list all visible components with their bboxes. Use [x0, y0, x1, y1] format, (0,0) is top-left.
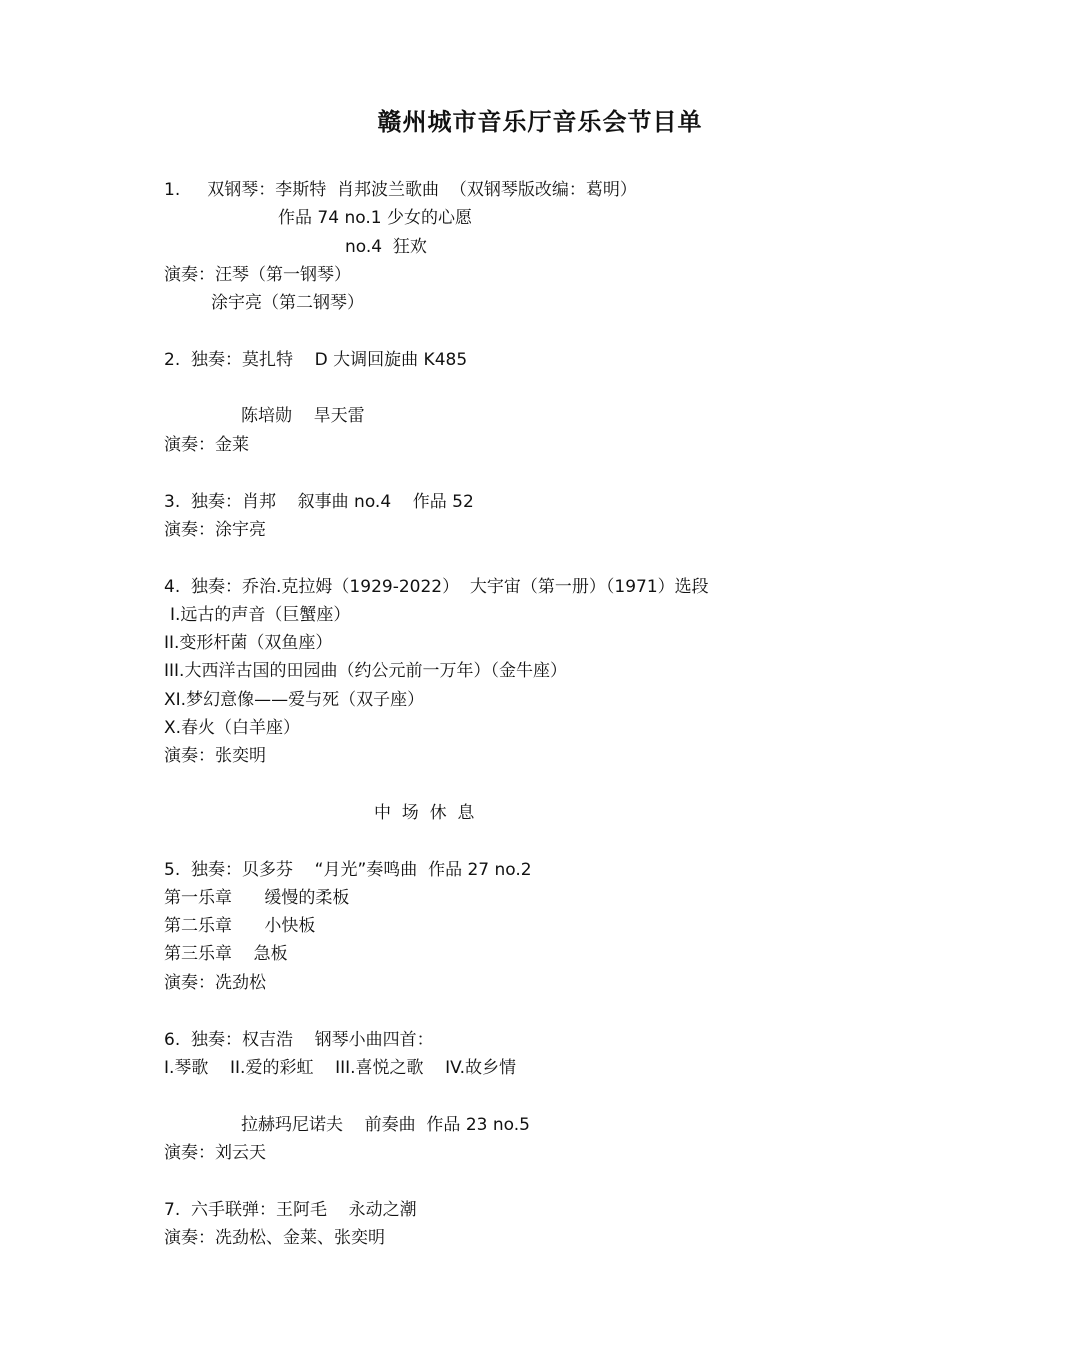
item-1-work-line: 作品 74 no.1 少女的心愿	[278, 208, 472, 228]
item-4-header: 4. 独奏：乔治.克拉姆（1929-2022） 大宇宙（第一册）（1971）选段	[164, 577, 709, 597]
item-4-movement: II.变形杆菌（双鱼座）	[164, 633, 333, 653]
item-6-work-line: 拉赫玛尼诺夫 前奏曲 作品 23 no.5	[241, 1115, 530, 1135]
item-6-header: 6. 独奏：权吉浩 钢琴小曲四首：	[164, 1030, 434, 1050]
item-3-performer: 演奏：涂宇亮	[164, 520, 266, 540]
intermission-heading: 中 场 休 息	[374, 803, 475, 823]
item-7-performer: 演奏：冼劲松、金莱、张奕明	[164, 1228, 385, 1248]
page-title: 赣州城市音乐厅音乐会节目单	[377, 107, 703, 136]
item-5-movement: 第三乐章 急板	[164, 944, 288, 964]
item-2-performer: 演奏：金莱	[164, 435, 249, 455]
item-1-header: 1. 双钢琴：李斯特 肖邦波兰歌曲 （双钢琴版改编：葛明）	[164, 180, 637, 200]
item-5-movement: 第二乐章 小快板	[164, 916, 316, 936]
item-1-work-line: no.4 狂欢	[345, 237, 427, 257]
item-2-work-line: 陈培勋 旱天雷	[241, 406, 365, 426]
item-3-header: 3. 独奏：肖邦 叙事曲 no.4 作品 52	[164, 492, 474, 512]
item-6-pieces: I.琴歌 II.爱的彩虹 III.喜悦之歌 IV.故乡情	[164, 1058, 516, 1078]
item-6-performer: 演奏：刘云天	[164, 1143, 266, 1163]
item-2-header: 2. 独奏：莫扎特 D 大调回旋曲 K485	[164, 350, 468, 370]
item-1-performer: 涂宇亮（第二钢琴）	[211, 293, 364, 313]
item-4-performer: 演奏：张奕明	[164, 746, 266, 766]
item-5-performer: 演奏：冼劲松	[164, 973, 266, 993]
item-5-header: 5. 独奏：贝多芬 “月光”奏鸣曲 作品 27 no.2	[164, 860, 532, 880]
item-4-movement: XI.梦幻意像——爱与死（双子座）	[164, 690, 425, 710]
item-4-movement: I.远古的声音（巨蟹座）	[170, 605, 351, 625]
item-4-movement: X.春火（白羊座）	[164, 718, 301, 738]
item-4-movement: III.大西洋古国的田园曲（约公元前一万年）（金牛座）	[164, 661, 567, 681]
item-5-movement: 第一乐章 缓慢的柔板	[164, 888, 350, 908]
item-1-performer: 演奏：汪琴（第一钢琴）	[164, 265, 351, 285]
item-7-header: 7. 六手联弹：王阿毛 永动之潮	[164, 1200, 417, 1220]
